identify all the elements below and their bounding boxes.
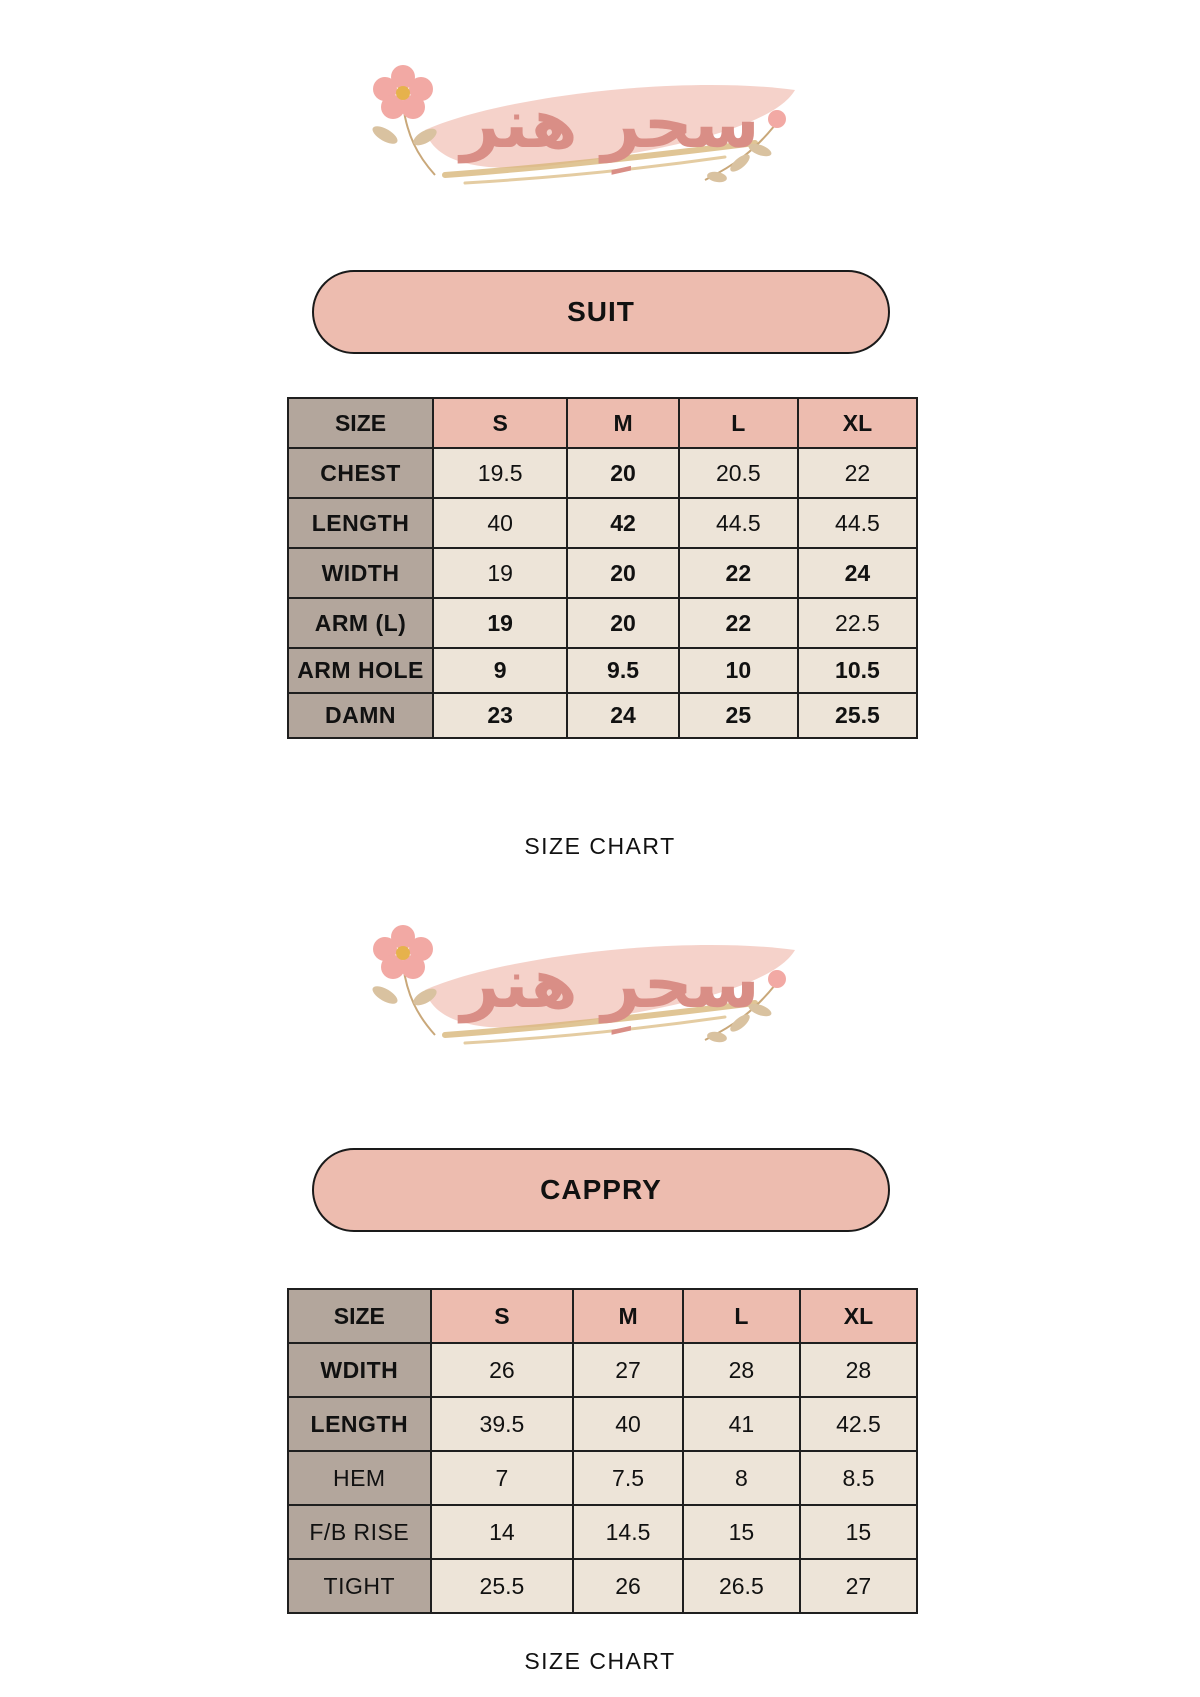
table-row — [288, 1397, 917, 1451]
table-row — [288, 1343, 917, 1397]
header-size-m: M — [573, 1289, 683, 1343]
logo-artwork — [355, 55, 855, 215]
row-label: LENGTH — [288, 1397, 431, 1451]
table-header-row — [288, 398, 917, 448]
row-label: WIDTH — [288, 548, 433, 598]
cell-value: 22.5 — [798, 598, 917, 648]
cell-value: 8 — [683, 1451, 800, 1505]
cell-value: 28 — [683, 1343, 800, 1397]
suit-size-table — [287, 397, 918, 739]
header-size-label: SIZE — [288, 398, 433, 448]
header-size-xl: XL — [798, 398, 917, 448]
cell-value: 10.5 — [798, 648, 917, 693]
cell-value: 22 — [679, 598, 798, 648]
cell-value: 20.5 — [679, 448, 798, 498]
flower-left-icon — [370, 65, 439, 175]
cell-value: 28 — [800, 1343, 917, 1397]
row-label: DAMN — [288, 693, 433, 738]
cell-value: 26.5 — [683, 1559, 800, 1613]
suit-caption: SIZE CHART — [524, 833, 676, 859]
cell-value: 8.5 — [800, 1451, 917, 1505]
row-label: WDITH — [288, 1343, 431, 1397]
cell-value: 19 — [433, 598, 567, 648]
suit-title: SUIT — [567, 296, 635, 327]
cell-value: 15 — [683, 1505, 800, 1559]
cell-value: 19.5 — [433, 448, 567, 498]
row-label: TIGHT — [288, 1559, 431, 1613]
cell-value: 22 — [798, 448, 917, 498]
table-row — [288, 548, 917, 598]
table-row — [288, 648, 917, 693]
row-label: F/B RISE — [288, 1505, 431, 1559]
cell-value: 39.5 — [431, 1397, 574, 1451]
logo-text: سحرِ هنر — [460, 85, 760, 164]
cell-value: 25.5 — [431, 1559, 574, 1613]
cell-value: 23 — [433, 693, 567, 738]
table-row — [288, 1505, 917, 1559]
header-size-l: L — [683, 1289, 800, 1343]
table-row — [288, 448, 917, 498]
cell-value: 9.5 — [567, 648, 679, 693]
cell-value: 44.5 — [679, 498, 798, 548]
brand-logo — [355, 915, 855, 1075]
brand-logo — [355, 55, 855, 215]
table-row — [288, 498, 917, 548]
cappry-caption: SIZE CHART — [524, 1648, 676, 1674]
header-size-l: L — [679, 398, 798, 448]
cell-value: 25.5 — [798, 693, 917, 738]
table-header-row — [288, 1289, 917, 1343]
table-row — [288, 598, 917, 648]
cell-value: 19 — [433, 548, 567, 598]
cell-value: 44.5 — [798, 498, 917, 548]
table-row — [288, 1451, 917, 1505]
cell-value: 20 — [567, 448, 679, 498]
cell-value: 40 — [573, 1397, 683, 1451]
row-label: HEM — [288, 1451, 431, 1505]
header-size-label: SIZE — [288, 1289, 431, 1343]
cell-value: 40 — [433, 498, 567, 548]
cell-value: 24 — [798, 548, 917, 598]
row-label: ARM HOLE — [288, 648, 433, 693]
cell-value: 10 — [679, 648, 798, 693]
cell-value: 14.5 — [573, 1505, 683, 1559]
cell-value: 26 — [431, 1343, 574, 1397]
cell-value: 42.5 — [800, 1397, 917, 1451]
cell-value: 26 — [573, 1559, 683, 1613]
cell-value: 14 — [431, 1505, 574, 1559]
logo-text: سحرِ هنر — [460, 945, 760, 1024]
row-label: ARM (L) — [288, 598, 433, 648]
header-size-xl: XL — [800, 1289, 917, 1343]
header-size-m: M — [567, 398, 679, 448]
cell-value: 25 — [679, 693, 798, 738]
row-label: LENGTH — [288, 498, 433, 548]
row-label: CHEST — [288, 448, 433, 498]
flower-left-icon — [370, 925, 439, 1035]
cell-value: 24 — [567, 693, 679, 738]
cell-value: 22 — [679, 548, 798, 598]
cell-value: 7 — [431, 1451, 574, 1505]
header-size-s: S — [431, 1289, 574, 1343]
cappry-title-pill — [312, 1148, 890, 1232]
cell-value: 20 — [567, 548, 679, 598]
cell-value: 15 — [800, 1505, 917, 1559]
cell-value: 9 — [433, 648, 567, 693]
cappry-title: CAPPRY — [540, 1174, 662, 1205]
header-size-s: S — [433, 398, 567, 448]
cell-value: 20 — [567, 598, 679, 648]
cappry-size-table — [287, 1288, 918, 1614]
table-row — [288, 1559, 917, 1613]
cell-value: 27 — [800, 1559, 917, 1613]
logo-artwork — [355, 915, 855, 1075]
cell-value: 41 — [683, 1397, 800, 1451]
cell-value: 42 — [567, 498, 679, 548]
cell-value: 7.5 — [573, 1451, 683, 1505]
suit-title-pill — [312, 270, 890, 354]
table-row — [288, 693, 917, 738]
cell-value: 27 — [573, 1343, 683, 1397]
